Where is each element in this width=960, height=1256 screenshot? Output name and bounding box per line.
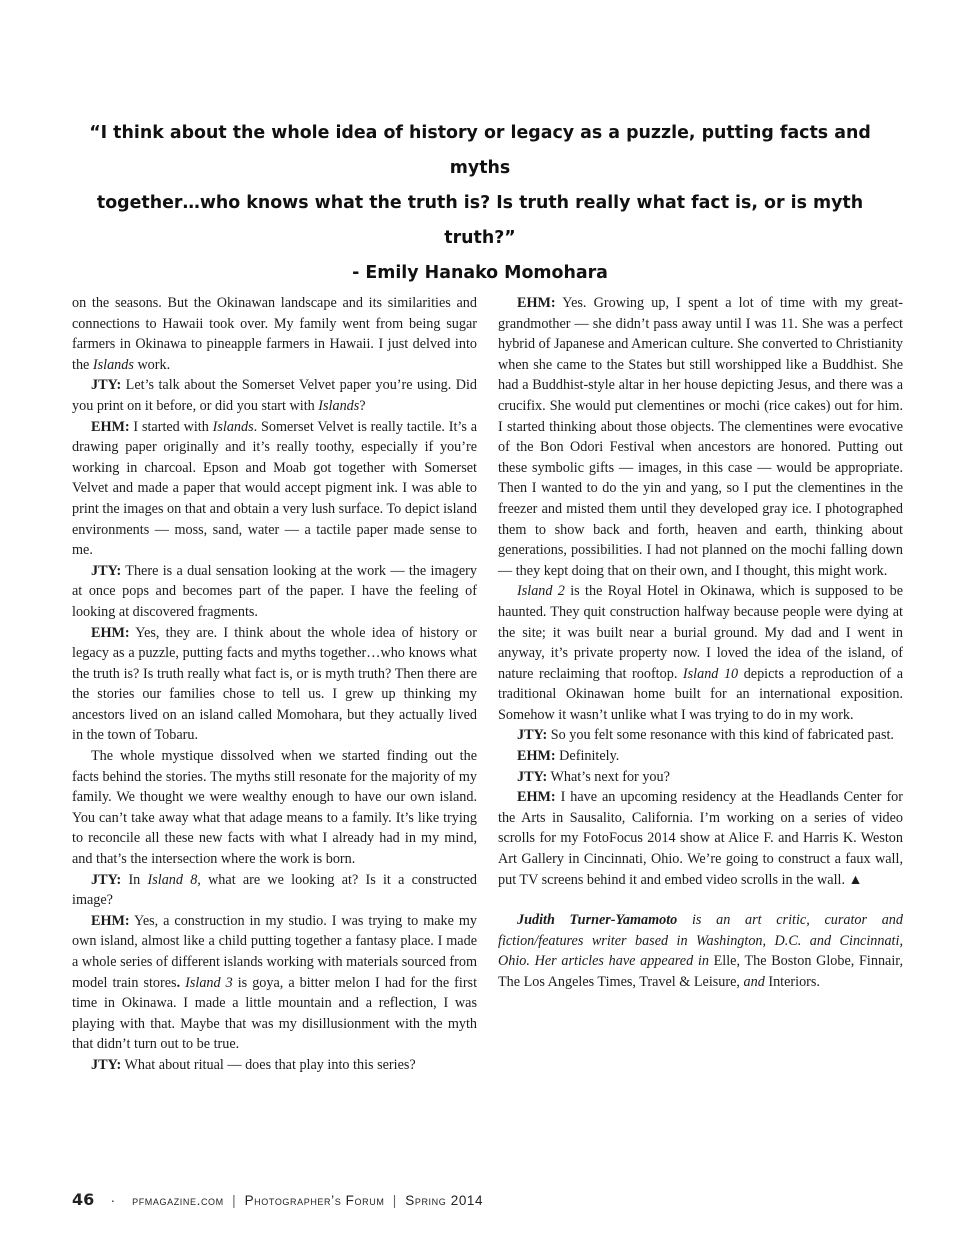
right-column xyxy=(498,293,903,993)
text-segment: What about ritual — does that play into this series? xyxy=(121,1056,416,1073)
paragraph xyxy=(72,911,477,1055)
paragraph xyxy=(72,746,477,870)
text-segment: Yes, a construction in my studio. I was trying to make my own island, almost like a child putting together a fantasy place. I made a whole series of different islands working with materials sourced from model train stores xyxy=(72,912,477,991)
speaker-label: JTY: xyxy=(517,768,548,785)
text-segment: Islands xyxy=(318,397,360,414)
speaker-label: EHM: xyxy=(517,748,556,765)
paragraph xyxy=(498,293,903,581)
speaker-label: JTY: xyxy=(91,871,122,888)
text-segment: is the Royal Hotel in Okinawa, which is supposed to be haunted. They quit construction halfway because people were dying at the site; it was built near a burial ground. My dad and I went in anyway, it’s private property now. I loved the idea of the island, of nature reclaiming that rooftop. xyxy=(498,583,904,682)
author-bio xyxy=(498,910,903,992)
paragraph xyxy=(72,375,477,416)
text-segment: Island 2 xyxy=(517,583,565,600)
paragraph xyxy=(72,870,477,911)
speaker-label: EHM: xyxy=(517,295,556,311)
paragraph xyxy=(498,725,903,746)
text-segment: What’s next for you? xyxy=(547,768,670,785)
text-segment: Interiors. xyxy=(764,974,820,990)
page-number: 46 xyxy=(72,1190,95,1209)
speaker-label: JTY: xyxy=(91,1056,122,1073)
text-segment: and xyxy=(743,974,765,990)
text-segment: depicts a reproduction of a traditional Okinawan home built for an international exposition. Somehow it wasn’t unlike what I was trying to do in my work. xyxy=(498,665,904,723)
speaker-label: EHM: xyxy=(91,418,130,435)
text-segment: Islands xyxy=(212,418,254,435)
pull-quote xyxy=(60,116,900,291)
text-segment: There is a dual sensation looking at the work — the imagery at once pops and becomes part of the paper. I have the feeling of looking at discovered fragments. xyxy=(72,562,477,620)
left-column xyxy=(72,293,477,1076)
speaker-label: EHM: xyxy=(91,912,130,929)
paragraph xyxy=(72,1055,477,1076)
text-segment: is an art critic, curator and fiction/features writer based in Washington, D.C. and Cincinnati, Ohio. Her articles have appeared in xyxy=(498,912,903,970)
text-segment: Island 3 xyxy=(185,974,233,991)
paragraph xyxy=(498,746,903,767)
text-segment: Yes. Growing up, I spent a lot of time with my great-grandmother — she didn’t pass away until I was 11. She was a perfect hybrid of Japanese and American culture. She converted to Christianity when she came to the States but still worshipped like a Buddhist. She had a Buddhist-style altar in her house depicting Jesus, and there was a crucifix. She would put clementines or mochi (rice cakes) out for him. I started thinking about those objects. The clementines were evocative of the Bon Odori Festival when ancestors are honored. Putting out these symbolic gifts — images, in this case — would be appropriate. Then I wanted to do the yin and yang, so I put the clementines in the freezer and misted them until they developed gray ice. I photographed them to show back and forth, heaven and earth, thinking about generations, possibilities. I had not planned on the mochi falling down — they kept doing that on their own, and I thought, this might work. xyxy=(498,295,904,579)
footer-dot: · xyxy=(110,1193,116,1208)
text-segment: So you felt some resonance with this kind of fabricated past. xyxy=(547,727,894,744)
speaker-label: JTY: xyxy=(91,562,122,579)
footer-issue: Spring 2014 xyxy=(405,1193,484,1208)
text-segment: what are we looking at? Is it a constructed image? xyxy=(72,871,477,909)
text-segment: Islands xyxy=(92,356,134,373)
pull-quote-line-2: together…who knows what the truth is? Is truth really what fact is, or is myth truth?” xyxy=(96,193,864,248)
pull-quote-line-1: “I think about the whole idea of history or legacy as a puzzle, putting facts and myths xyxy=(89,123,871,178)
text-segment: Island 8, xyxy=(147,871,201,888)
text-segment: Elle, The Boston Globe, Finnair, The Los Angeles Times, Travel & Leisure, xyxy=(498,953,903,990)
text-segment: is goya, a bitter melon I had for the first time in Okinawa. I made a little mountain and a reflection, I was playing with that. Maybe that was my disillusionment with the myth that didn’t turn out to be true. xyxy=(72,974,478,1053)
pull-quote-attribution: - Emily Hanako Momohara xyxy=(352,263,608,283)
text-segment: The whole mystique dissolved when we started finding out the facts behind the stories. The myths still resonate for the majority of my family. We thought we were wealthy enough to have our own island. You can’t take away what that adage means to a family. It’s like trying to reconcile all these new facts with what I already had in my mind, and that’s the intersection where the work is born. xyxy=(72,748,477,868)
text-segment: I started with xyxy=(129,418,213,435)
text-segment: . xyxy=(176,974,186,991)
speaker-label: JTY: xyxy=(517,727,548,744)
text-segment: In xyxy=(121,871,148,888)
page-footer xyxy=(72,1190,483,1209)
footer-site: pfmagazine.com xyxy=(132,1193,224,1208)
text-segment: Island 10 xyxy=(682,665,739,682)
speaker-label: EHM: xyxy=(517,789,556,806)
text-segment: Yes, they are. I think about the whole idea of history or legacy as a puzzle, putting facts and myths together…who knows what the truth is? Is truth really what fact is, or is myth truth? Then there are the stories our families chose to tell us. I grew up thinking my ancestors lived on an island called Momohara, but they actually lived in the town of Tobaru. xyxy=(72,624,477,744)
footer-publication: Photographer’s Forum xyxy=(244,1193,385,1208)
text-segment: work. xyxy=(133,356,171,373)
paragraph xyxy=(498,787,903,890)
text-segment: ? xyxy=(359,397,366,414)
paragraph xyxy=(498,767,903,788)
paragraph xyxy=(72,417,477,561)
text-segment: . Somerset Velvet is really tactile. It’s a drawing paper originally and it’s really toothy, especially if you’re working in charcoal. Epson and Moab got together with Somerset Velvet and made a paper that would accept pigment ink. I was able to print the images on that and obtain a very lush surface. To depict island environments — moss, sand, water — a tactile paper made sense to me. xyxy=(72,418,477,559)
speaker-label: JTY: xyxy=(91,377,122,394)
paragraph xyxy=(72,293,477,375)
text-segment: Judith Turner-Yamamoto xyxy=(517,912,678,929)
speaker-label: EHM: xyxy=(91,624,130,641)
footer-divider-2: | xyxy=(392,1193,397,1208)
text-segment: on the seasons. But the Okinawan landscape and its similarities and connections to Hawaii took over. My family went from being sugar farmers in Okinawa to pineapple farmers in Hawaii. I just delved into the xyxy=(72,295,477,373)
paragraph xyxy=(72,623,477,747)
text-segment: Definitely. xyxy=(555,748,620,765)
footer-divider-1: | xyxy=(232,1193,237,1208)
text-segment: Let’s talk about the Somerset Velvet paper you’re using. Did you print on it before, or did you start with xyxy=(72,377,477,414)
paragraph xyxy=(498,581,903,725)
paragraph xyxy=(72,561,477,623)
text-segment: I have an upcoming residency at the Headlands Center for the Arts in Sausalito, California. I’m working on a series of video scrolls for my FotoFocus 2014 show at Alice F. and Harris K. Weston Art Gallery in Cincinnati, Ohio. We’re going to construct a faux wall, put TV screens behind it and embed video scrolls in the wall. ▲ xyxy=(498,789,903,888)
